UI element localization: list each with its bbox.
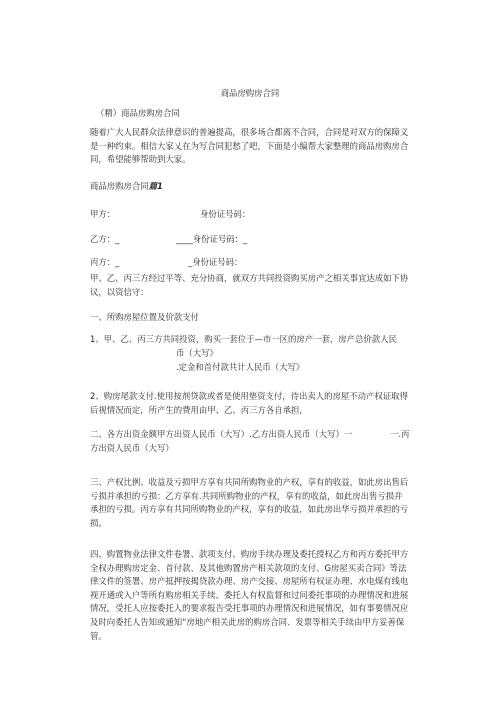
section-suffix: 篇1 — [148, 181, 163, 191]
intro-paragraph: 随着广大人民群众法律意识的普遍提高，很多场合都离不合同，合同是对双方的保障义是一种约束。相信大家乂在为写合同犯愁了吧，下面是小编帮大家整理的商品房购房合同，希望能够帮助到大家。 — [90, 127, 409, 165]
party-b-id-label: ____身份证号码：_ — [176, 234, 248, 244]
section-label: 商品房购房合同 — [90, 181, 149, 191]
item-4-paragraph: 三、产权比例、收益及亏损甲方享有共同所购物业的产权，享有的收益，如此房出售后亏损并承担的亏损：乙方享有.共同所购物业的产权，享有的收益，如此房出售亏损并承担的亏损。丙方享有共同所购物业的产权，享有的收益，如此房出华亏损并承担的亏损。 — [90, 477, 409, 528]
party-a-label: 甲方： — [90, 209, 116, 219]
party-a-id-label: 身份证号码： — [200, 209, 251, 219]
item-2-paragraph: 2、购房尾款支付.使用按剂贷款或者是使用垫资支付，待出卖人的房屋不动产权证取得后视情况而定，所产生的费用由甲、乙、丙三方各自承担， — [90, 391, 408, 415]
item-1-line-3: .定金和首付款共计人民币（大写》 — [176, 362, 305, 372]
item-1-line-1: 1、甲、乙、丙三方共同投资，购买一套位于—市一区的房产一套，房产总价款人民 — [90, 334, 397, 344]
item-5-paragraph: 四、购置物业法律文件卷署、款项支付、购房手续办理及委托授权乙方和丙方委托甲方全权办理购房定金、首付款、及其他购置房产相关款项的支付、G房屋买卖合同》等法律文件的签署、房产抵押按揭贷款办理、房产交接、房屋所有权证办理、水电煤有线电视开通或入户等所有购房相关手续。委托人有权监督和过问委托事项的办理情况和进展情况，受托人应按委托人的要求报告受托事项的办理情况和进展情况，如有事要情况应及时向委托人告知或通知“房地产相关此房的购房合同、发票等相关手续由甲方妥善保管。 — [90, 549, 409, 641]
party-c-id-label: _身份证号码： — [188, 257, 243, 267]
party-b-label: 乙方：_ — [90, 234, 120, 244]
item-3-line-1: 二、各方出资金额甲方出资人民币（大写）.乙方出资人民币（大写）一 — [90, 429, 353, 439]
heading-1: 一、所购房屋位置及价款支付 — [90, 312, 199, 322]
agreement-paragraph: 甲、乙、丙三方经过平等、充分协商，就双方共同投资购买房产之相关事宜达成如下协议，以资信守： — [90, 273, 409, 297]
party-c-label: 丙方：_ — [90, 257, 120, 267]
item-3-line-2: 方出资人民币（大写） — [90, 443, 174, 453]
section-heading — [90, 179, 163, 193]
doc-subtitle: （精）商品房购房合同 — [96, 108, 180, 118]
item-3-line-1-end: 一.丙 — [390, 429, 410, 439]
doc-title: 商品房购房合同 — [220, 88, 280, 98]
item-1-line-2: 币（大写》 — [176, 348, 218, 358]
